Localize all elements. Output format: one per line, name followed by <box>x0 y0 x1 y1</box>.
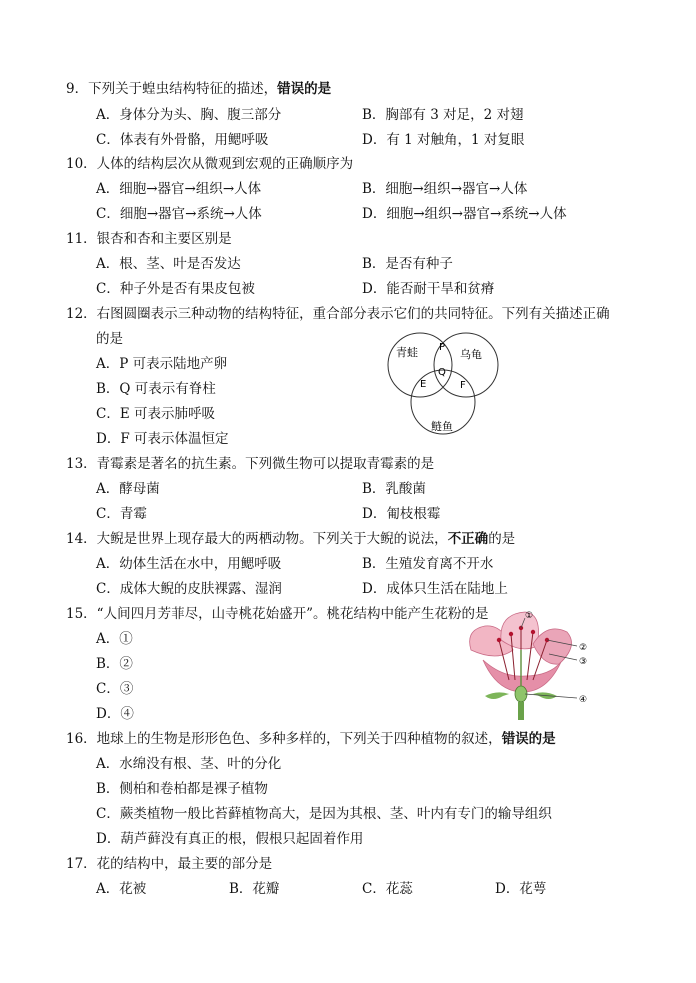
q14-option-d: D．成体只生活在陆地上 <box>362 581 508 597</box>
q14-option-b: B．生殖发育离不开水 <box>362 556 494 572</box>
q16-option-d: D．葫芦藓没有真正的根，假根只起固着作用 <box>96 831 364 847</box>
venn-region-f: F <box>460 380 466 391</box>
question-13-stem: 13．青霉素是著名的抗生素。下列微生物可以提取青霉素的是 <box>66 456 435 472</box>
q10-option-b: B．细胞→组织→器官→人体 <box>362 181 528 197</box>
question-11-stem: 11．银杏和杏和主要区别是 <box>66 231 232 247</box>
q11-option-a: A．根、茎、叶是否发达 <box>96 256 241 272</box>
q13-option-d: D．匍枝根霉 <box>362 506 441 522</box>
q10-option-c: C．细胞→器官→系统→人体 <box>96 206 262 222</box>
q11-option-c: C．种子外是否有果皮包被 <box>96 281 255 297</box>
q17-option-a: A．花被 <box>96 881 147 897</box>
q13-option-a: A．酵母菌 <box>96 481 160 497</box>
q13-option-b: B．乳酸菌 <box>362 481 426 497</box>
q15-option-b: B．② <box>96 656 133 672</box>
q9-option-c: C．体表有外骨骼，用鳃呼吸 <box>96 132 269 148</box>
question-14-emphasis: 不正确 <box>447 531 489 547</box>
marker-1: ① <box>525 611 534 621</box>
peach-flower-diagram <box>463 610 603 722</box>
q16-option-a: A．水绵没有根、茎、叶的分化 <box>96 756 282 772</box>
venn-label-fish: 鲢鱼 <box>431 420 453 433</box>
question-9-emphasis: 错误的是 <box>277 81 332 97</box>
venn-label-frog: 青蛙 <box>396 346 418 359</box>
venn-label-turtle: 乌龟 <box>460 348 482 361</box>
q15-option-a: A．① <box>96 631 133 647</box>
question-12-stem: 12．右图圆圈表示三种动物的结构特征，重合部分表示它们的共同特征。下列有关描述正确 <box>66 306 610 322</box>
q11-option-b: B．是否有种子 <box>362 256 453 272</box>
venn-diagram <box>384 330 504 440</box>
marker-4: ④ <box>579 695 588 705</box>
q16-option-c: C．蕨类植物一般比苔藓植物高大，是因为其根、茎、叶内有专门的输导组织 <box>96 806 552 822</box>
question-17-stem: 17．花的结构中，最主要的部分是 <box>66 856 273 872</box>
venn-region-p: P <box>439 342 446 353</box>
marker-2: ② <box>579 643 588 653</box>
q16-option-b: B．侧柏和卷柏都是裸子植物 <box>96 781 268 797</box>
q17-option-c: C．花蕊 <box>362 881 413 897</box>
question-12-stem-cont: 的是 <box>96 331 123 347</box>
sepal-left <box>485 692 509 699</box>
q9-option-b: B．胸部有 3 对足，2 对翅 <box>362 107 524 123</box>
venn-region-e: E <box>420 379 427 390</box>
question-10-stem: 10．人体的结构层次从微观到宏观的正确顺序为 <box>66 156 354 172</box>
q15-option-c: C．③ <box>96 681 134 697</box>
q10-option-a: A．细胞→器官→组织→人体 <box>96 181 262 197</box>
q12-option-c: C．E 可表示肺呼吸 <box>96 406 215 422</box>
question-9-stem: 9．下列关于蝗虫结构特征的描述，错误的是 <box>66 81 332 97</box>
q12-option-a: A．P 可表示陆地产卵 <box>96 356 228 372</box>
q11-option-d: D．能否耐干旱和贫瘠 <box>362 281 495 297</box>
q12-option-d: D．F 可表示体温恒定 <box>96 431 229 447</box>
q10-option-d: D．细胞→组织→器官→系统→人体 <box>362 206 567 222</box>
q15-option-d: D．④ <box>96 706 134 722</box>
q9-option-a: A．身体分为头、胸、腹三部分 <box>96 107 282 123</box>
q12-option-b: B．Q 可表示有脊柱 <box>96 381 216 397</box>
question-16-stem: 16．地球上的生物是形形色色、多种多样的，下列关于四种植物的叙述，错误的是 <box>66 731 556 747</box>
q17-option-b: B．花瓣 <box>229 881 280 897</box>
marker-3: ③ <box>579 657 588 667</box>
q13-option-c: C．青霉 <box>96 506 147 522</box>
question-15-stem: 15．“人间四月芳菲尽，山寺桃花始盛开”。桃花结构中能产生花粉的是 <box>66 606 489 622</box>
question-14-stem: 14．大鲵是世界上现存最大的两栖动物。下列关于大鲵的说法，不正确的是 <box>66 531 516 547</box>
q14-option-c: C．成体大鲵的皮肤裸露、湿润 <box>96 581 282 597</box>
question-16-emphasis: 错误的是 <box>501 731 556 747</box>
q9-option-d: D．有 1 对触角，1 对复眼 <box>362 132 525 148</box>
stem <box>518 702 524 720</box>
q14-option-a: A．幼体生活在水中，用鳃呼吸 <box>96 556 282 572</box>
venn-region-q: Q <box>438 367 446 378</box>
q17-option-d: D．花萼 <box>495 881 547 897</box>
